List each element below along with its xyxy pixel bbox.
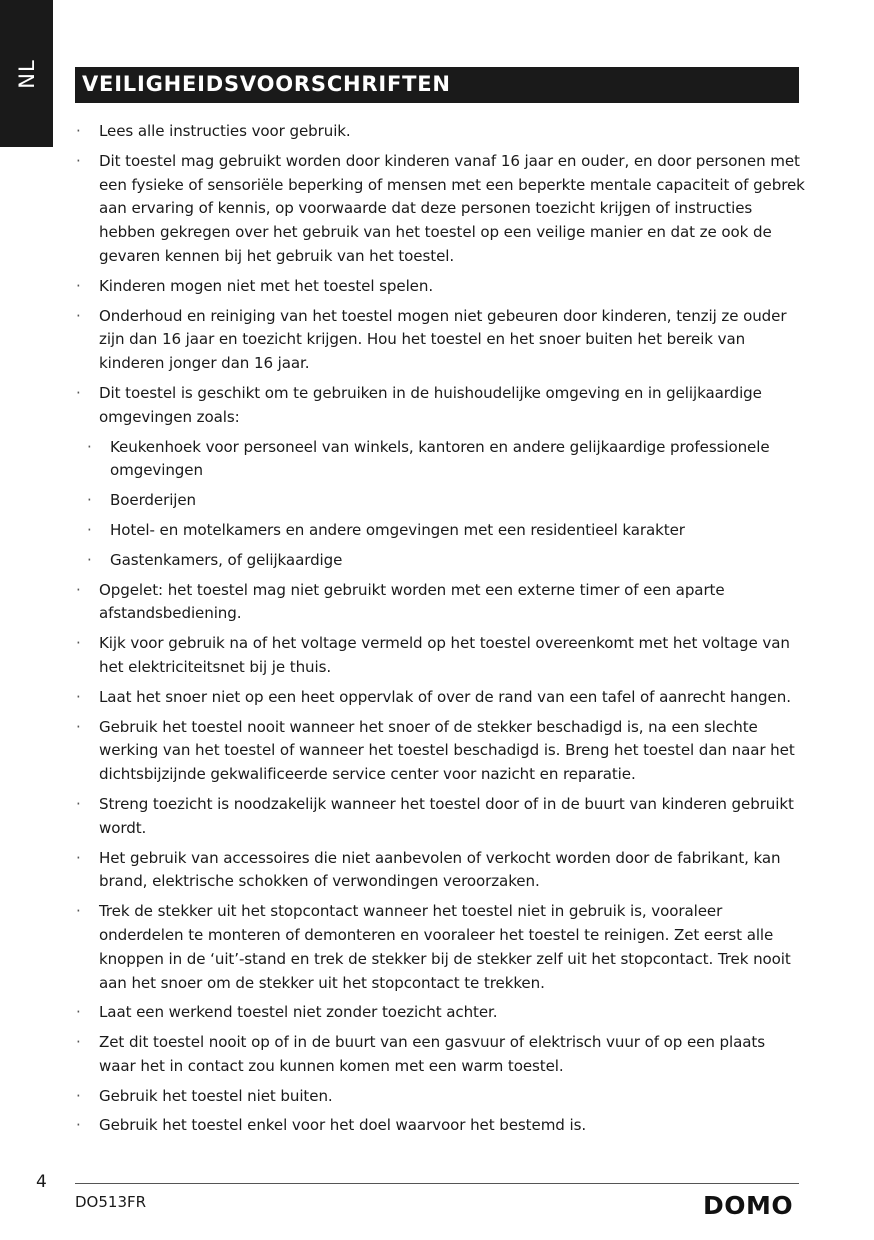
list-item: · Kinderen mogen niet met het toestel spelen. [75,275,805,299]
language-tab [0,0,53,147]
footer-divider [75,1183,799,1184]
list-item: · Dit toestel mag gebruikt worden door kinderen vanaf 16 jaar en ouder, en door personen met een fysieke of sensoriële beperking of mensen met een beperkte mentale capaciteit of gebrek aan ervaring of kennis, op voorwaarde dat deze personen toezicht krijgen of instructies hebben gekregen over het gebruik van het toestel op een veilige manier en dat ze ook de gevaren kennen bij het gebruik van het toestel. [75,150,805,269]
safety-instructions-list [75,120,805,1144]
list-item: · Gebruik het toestel nooit wanneer het snoer of de stekker beschadigd is, na een slechte werking van het toestel of wanneer het toestel beschadigd is. Breng het toestel dan naar het dichtsbijzijnde gekwalificeerde service center voor nazicht en reparatie. [75,716,805,787]
model-number: DO513FR [75,1193,147,1211]
sub-list-item: · Hotel- en motelkamers en andere omgevingen met een residentieel karakter [75,519,805,543]
section-title: VEILIGHEIDSVOORSCHRIFTEN [82,72,451,96]
list-item: · Streng toezicht is noodzakelijk wanneer het toestel door of in de buurt van kinderen gebruikt wordt. [75,793,805,841]
list-item: · Gebruik het toestel enkel voor het doel waarvoor het bestemd is. [75,1114,805,1138]
brand-logo: DOMO [703,1191,794,1220]
list-item: · Laat een werkend toestel niet zonder toezicht achter. [75,1001,805,1025]
section-title-bar [75,67,799,103]
list-item: · Laat het snoer niet op een heet oppervlak of over de rand van een tafel of aanrecht hangen. [75,686,805,710]
list-item: · Onderhoud en reiniging van het toestel mogen niet gebeuren door kinderen, tenzij ze ouder zijn dan 16 jaar en toezicht krijgen. Hou het toestel en het snoer buiten het bereik van kinderen jonger dan 16 jaar. [75,305,805,376]
list-item: · Zet dit toestel nooit op of in de buurt van een gasvuur of elektrisch vuur of op een plaats waar het in contact zou kunnen komen met een warm toestel. [75,1031,805,1079]
list-item: · Gebruik het toestel niet buiten. [75,1085,805,1109]
list-item: · Dit toestel is geschikt om te gebruiken in de huishoudelijke omgeving en in gelijkaardige omgevingen zoals: [75,382,805,430]
list-item: · Opgelet: het toestel mag niet gebruikt worden met een externe timer of een aparte afstandsbediening. [75,579,805,627]
sub-list-item: · Keukenhoek voor personeel van winkels, kantoren en andere gelijkaardige professionele omgevingen [75,436,805,484]
list-item: · Kijk voor gebruik na of het voltage vermeld op het toestel overeenkomt met het voltage van het elektriciteitsnet bij je thuis. [75,632,805,680]
list-item: · Trek de stekker uit het stopcontact wanneer het toestel niet in gebruik is, vooraleer onderdelen te monteren of demonteren en vooraleer het toestel te reinigen. Zet eerst alle knoppen in de ‘uit’-stand en trek de stekker bij de stekker zelf uit het stopcontact. Trek nooit aan het snoer om de stekker uit het stopcontact te trekken. [75,900,805,995]
list-item: · Lees alle instructies voor gebruik. [75,120,805,144]
language-tab-label: NL [14,59,39,89]
sub-list-item: · Gastenkamers, of gelijkaardige [75,549,805,573]
page-number: 4 [36,1172,47,1192]
sub-list-item: · Boerderijen [75,489,805,513]
list-item: · Het gebruik van accessoires die niet aanbevolen of verkocht worden door de fabrikant, kan brand, elektrische schokken of verwondingen veroorzaken. [75,847,805,895]
